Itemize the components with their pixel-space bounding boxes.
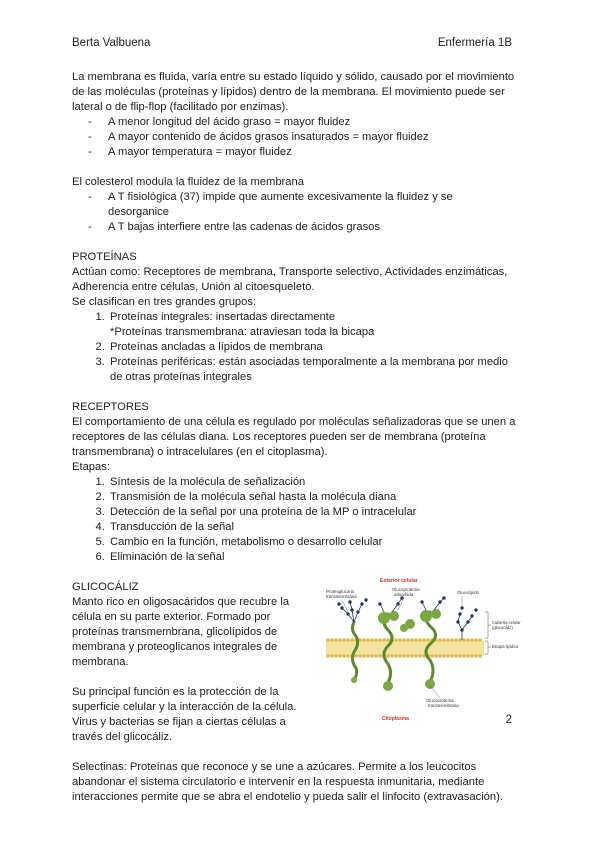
lipid-head: [466, 654, 470, 658]
lipid-head: [370, 638, 374, 642]
label-exterior: Exterior celular: [380, 578, 418, 584]
lipid-head: [342, 638, 346, 642]
lipid-head: [438, 654, 442, 658]
lipid-head: [422, 638, 426, 642]
document-body: [72, 70, 521, 805]
lipid-head: [414, 638, 418, 642]
lipid-head: [346, 654, 350, 658]
lipid-head: [394, 654, 398, 658]
lipid-head: [430, 654, 434, 658]
label-proteoglucano-2: transmembrana: [326, 594, 357, 599]
lipid-head: [398, 638, 402, 642]
lipid-head: [390, 654, 394, 658]
lipid-head: [358, 654, 362, 658]
proteinas-intro: Se clasifican en tres grandes grupos:: [72, 296, 257, 308]
lipid-head: [466, 638, 470, 642]
lipid-head: [366, 654, 370, 658]
lipid-head: [414, 654, 418, 658]
label-transmembrana-1: Glucoproteína: [426, 698, 454, 703]
list-item: - A T fisiológica (37) impide que aumente excesivamente la fluidez y se desorganice: [88, 190, 516, 220]
lipid-head: [398, 654, 402, 658]
lipid-head: [366, 638, 370, 642]
lipid-head: [418, 638, 422, 642]
lipid-head: [330, 654, 334, 658]
label-cubierta-1: Cubierta celular: [492, 620, 521, 625]
item-text: Proteínas integrales: insertadas directamente: [110, 311, 336, 323]
list-item: 2. Transmisión de la molécula señal hasta la molécula diana: [108, 490, 516, 505]
list-item: [108, 310, 516, 340]
lipid-head: [474, 654, 478, 658]
selectinas-paragraph: Selectinas: Proteínas que reconoce y se une a azúcares. Permite a los leucocitos abandonar el sistema circulatorio e intervenir en la respuesta inmunitaria, mediante interacciones permite que se abra el endotelio y pueda salir el linfocito (extravasación).: [72, 761, 503, 803]
lipid-head: [462, 638, 466, 642]
list-item: - A menor longitud del ácido graso = mayor fluidez: [88, 115, 516, 130]
list-item: 5. Cambio en la función, metabolismo o desarrollo celular: [108, 535, 516, 550]
label-citoplasma: Citoplasma: [382, 716, 409, 722]
proteinas-heading: PROTEÍNAS: [72, 251, 137, 263]
lipid-head: [374, 654, 378, 658]
lipid-head: [438, 638, 442, 642]
list-item: 3. Detección de la señal por una proteína de la MP o intracelular: [108, 505, 516, 520]
lipid-head: [394, 638, 398, 642]
lipid-head: [418, 654, 422, 658]
proteinas-list: [72, 310, 516, 385]
lipid-head: [362, 654, 366, 658]
lipid-head: [402, 654, 406, 658]
lipid-head: [458, 638, 462, 642]
lipid-head: [446, 638, 450, 642]
etapas-label: Etapas:: [72, 461, 110, 473]
receptores-paragraph: El comportamiento de una célula es regulado por moléculas señalizadoras que se unen a receptores de las células diana. Los receptores pueden ser de membrana (proteína transmembrana) o intracelulares (en el citoplasma).: [72, 416, 516, 458]
lipid-head: [446, 654, 450, 658]
oligosaccharide-chains: [338, 597, 478, 640]
list-item: 2. Proteínas ancladas a lípidos de membrana: [108, 340, 516, 355]
lipid-head: [386, 654, 390, 658]
list-item: 3. Proteínas periféricas: están asociadas temporalmente a la membrana por medio de otras proteínas integrales: [108, 355, 516, 385]
page-number: 2: [505, 714, 512, 726]
lipid-head: [462, 654, 466, 658]
intro-paragraph: La membrana es fluida, varía entre su estado líquido y sólido, causado por el movimiento de las moléculas (proteínas y lípidos) dentro de la membrana. El movimiento puede ser lateral o de flip-flop (facilitado por enzimas).: [72, 71, 515, 113]
lipid-head: [382, 638, 386, 642]
lipid-head: [378, 638, 382, 642]
glicocaliz-heading: GLICOCÁLIZ: [72, 581, 139, 593]
lipid-head: [330, 638, 334, 642]
lipid-head: [334, 654, 338, 658]
item-subnote: *Proteínas transmembrana: atraviesan toda la bicapa: [110, 326, 375, 338]
lipid-head: [434, 654, 438, 658]
list-item: - A mayor temperatura = mayor fluidez: [88, 145, 516, 160]
glicocaliz-paragraph-1: Manto rico en oligosacáridos que recubre la célula en su parte exterior. Formado por proteínas transmembrana, glicolípidos de membrana y proteoglicanos integrales de membrana.: [72, 596, 290, 668]
proteinas-paragraph: Actúan como: Receptores de membrana, Transporte selectivo, Actividades enzimáticas, Adherencia entre células, Unión al citoesqueleto.: [72, 266, 508, 293]
label-adsorbida-2: adsorbida: [394, 592, 414, 597]
lipid-head: [406, 638, 410, 642]
receptores-heading: RECEPTORES: [72, 401, 149, 413]
lipid-head: [338, 654, 342, 658]
lipid-head: [450, 638, 454, 642]
lipid-head: [370, 654, 374, 658]
lipid-head: [374, 638, 378, 642]
glicocaliz-paragraph-2: Su principal función es la protección de la superficie celular y la interacción de la célula. Virus y bacterias se fijan a ciertas células a través del glicocáliz.: [72, 686, 297, 743]
lipid-head: [442, 654, 446, 658]
lipid-head: [378, 654, 382, 658]
label-transmembrana-2: transmembrana: [428, 703, 459, 708]
header-author: Berta Valbuena: [72, 37, 151, 49]
lipid-head: [454, 638, 458, 642]
lipid-head: [470, 638, 474, 642]
lipid-head: [406, 654, 410, 658]
label-cubierta-2: (glucocáliz): [492, 625, 513, 630]
lipid-head: [362, 638, 366, 642]
fluidity-list: [72, 115, 516, 160]
lipid-head: [478, 638, 482, 642]
label-bicapa: Bicapa lipídica: [492, 644, 519, 649]
lipid-head: [410, 638, 414, 642]
header-course: Enfermería 1B: [437, 37, 512, 49]
lipid-head: [334, 638, 338, 642]
lipid-head: [454, 654, 458, 658]
lipid-head: [326, 638, 330, 642]
glycocalyx-diagram: [322, 574, 522, 724]
label-glucolipido: Glucolípido: [457, 590, 479, 595]
lipid-head: [326, 654, 330, 658]
label-adsorbida-1: Glucoproteína: [392, 587, 420, 592]
lipid-head: [478, 654, 482, 658]
list-item: 1. Síntesis de la molécula de señalización: [108, 475, 516, 490]
glicocaliz-section: [72, 578, 521, 745]
lipid-head: [338, 638, 342, 642]
lipid-head: [354, 654, 358, 658]
etapas-list: [72, 475, 516, 565]
label-proteoglucano-1: Proteoglucano: [326, 589, 355, 594]
lipid-head: [346, 638, 350, 642]
lipid-head: [342, 654, 346, 658]
lipid-head: [470, 654, 474, 658]
lipid-head: [458, 654, 462, 658]
lipid-head: [450, 654, 454, 658]
lipid-head: [426, 638, 430, 642]
colesterol-list: [72, 190, 516, 235]
list-item: - A mayor contenido de ácidos grasos insaturados = mayor fluidez: [88, 130, 516, 145]
lipid-head: [402, 638, 406, 642]
list-item: 6. Eliminación de la señal: [108, 550, 516, 565]
lipid-head: [410, 654, 414, 658]
colesterol-paragraph: El colesterol modula la fluidez de la membrana: [72, 176, 304, 188]
lipid-head: [474, 638, 478, 642]
lipid-head: [386, 638, 390, 642]
lipid-head: [350, 638, 354, 642]
lipid-head: [442, 638, 446, 642]
list-item: 4. Transducción de la señal: [108, 520, 516, 535]
list-item: - A T bajas interfiere entre las cadenas de ácidos grasos: [88, 220, 516, 235]
